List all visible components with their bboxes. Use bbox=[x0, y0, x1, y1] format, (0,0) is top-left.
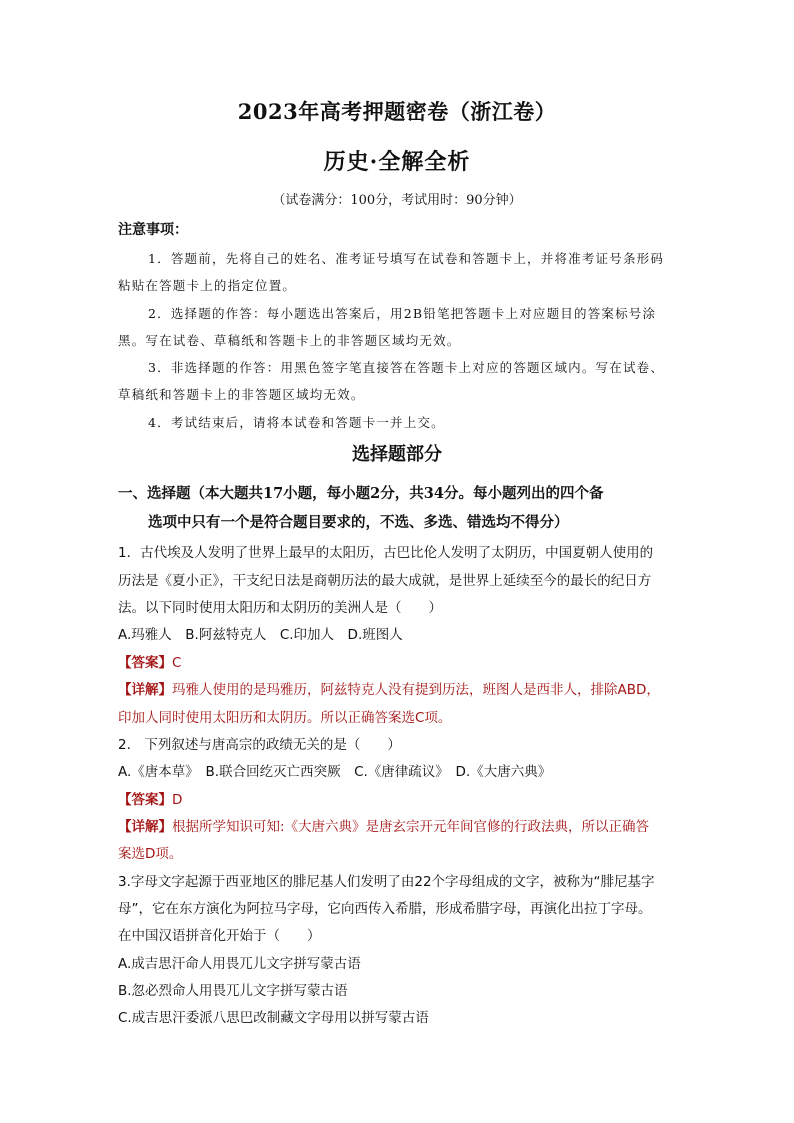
question-1-options: A.玛雅人 B.阿兹特克人 C.印加人 D.班图人 bbox=[118, 627, 403, 643]
notice-line: 黑。写在试卷、草稿纸和答题卡上的非答题区域均无效。 bbox=[118, 333, 461, 348]
question-2-detail bbox=[118, 815, 680, 835]
notice-line: 4．考试结束后，请将本试卷和答题卡一并上交。 bbox=[148, 415, 445, 430]
question-1-text: 1．古代埃及人发明了世界上最早的太阳历，古巴比伦人发明了太阴历，中国夏朝人使用的 bbox=[118, 545, 654, 561]
question-1-text: 历法是《夏小正》，干支纪日法是商朝历法的最大成就，是世界上延续至今的最长的纪日方 bbox=[118, 573, 652, 589]
detail-text: 根据所学知识可知:《大唐六典》是唐玄宗开元年间官修的行政法典，所以正确答 bbox=[172, 819, 650, 835]
question-2-answer bbox=[118, 788, 680, 808]
part-instructions: 选项中只有一个是符合题目要求的，不选、多选、错选均不得分） bbox=[148, 514, 569, 531]
notice-heading: 注意事项： bbox=[118, 222, 188, 238]
question-3-option: C.成吉思汗委派八思巴改制藏文字母用以拼写蒙古语 bbox=[118, 1010, 429, 1026]
question-1-detail: 印加人同时使用太阳历和太阴历。所以正确答案选C项。 bbox=[118, 710, 452, 726]
notice-line: 3．非选择题的作答：用黑色签字笔直接答在答题卡上对应的答题区域内。写在试卷、 bbox=[148, 360, 665, 375]
detail-text: 玛雅人使用的是玛雅历，阿兹特克人没有提到历法，班图人是西非人，排除ABD， bbox=[172, 682, 660, 698]
question-1-detail bbox=[118, 678, 680, 698]
notice-line: 2．选择题的作答：每小题选出答案后，用2B铅笔把答题卡上对应题目的答案标号涂 bbox=[148, 306, 657, 321]
question-3-text: 在中国汉语拼音化开始于（ ） bbox=[118, 928, 321, 944]
question-1-text: 法。以下同时使用太阳历和太阴历的美洲人是（ ） bbox=[118, 600, 442, 616]
question-1-answer bbox=[118, 651, 680, 671]
answer-value: D bbox=[172, 792, 183, 808]
question-3-text: 母”，它在东方演化为阿拉马字母，它向西传入希腊，形成希腊字母，再演化出拉丁字母。 bbox=[118, 901, 652, 917]
exam-meta: （试卷满分：100分，考试用时：90分钟） bbox=[272, 193, 522, 208]
notice-line: 粘贴在答题卡上的指定位置。 bbox=[118, 278, 297, 293]
question-3-text: 3.字母文字起源于西亚地区的腓尼基人们发明了由22个字母组成的文字，被称为“腓尼基字 bbox=[118, 874, 655, 890]
notice-line: 草稿纸和答题卡上的非答题区域均无效。 bbox=[118, 387, 365, 402]
section-title: 选择题部分 bbox=[352, 444, 442, 465]
exam-subtitle: 历史·全解全析 bbox=[323, 149, 471, 175]
detail-tag: 【详解】 bbox=[118, 682, 172, 698]
part-instructions: 一、选择题（本大题共17小题，每小题2分，共34分。每小题列出的四个备 bbox=[118, 485, 604, 502]
question-2-options: A.《唐本草》 B.联合回纥灭亡西突厥 C.《唐律疏议》 D.《大唐六典》 bbox=[118, 764, 552, 780]
detail-tag: 【详解】 bbox=[118, 819, 172, 835]
answer-value: C bbox=[172, 655, 182, 671]
answer-tag: 【答案】 bbox=[118, 792, 172, 808]
question-2-text: 2. 下列叙述与唐高宗的政绩无关的是（ ） bbox=[118, 737, 401, 753]
notice-line: 1．答题前，先将自己的姓名、准考证号填写在试卷和答题卡上，并将准考证号条形码 bbox=[148, 251, 665, 266]
answer-tag: 【答案】 bbox=[118, 655, 172, 671]
question-3-option: B.忽必烈命人用畏兀儿文字拼写蒙古语 bbox=[118, 983, 348, 999]
question-3-option: A.成吉思汗命人用畏兀儿文字拼写蒙古语 bbox=[118, 956, 361, 972]
question-2-detail: 案选D项。 bbox=[118, 846, 183, 862]
exam-title: 2023年高考押题密卷（浙江卷） bbox=[237, 99, 557, 124]
